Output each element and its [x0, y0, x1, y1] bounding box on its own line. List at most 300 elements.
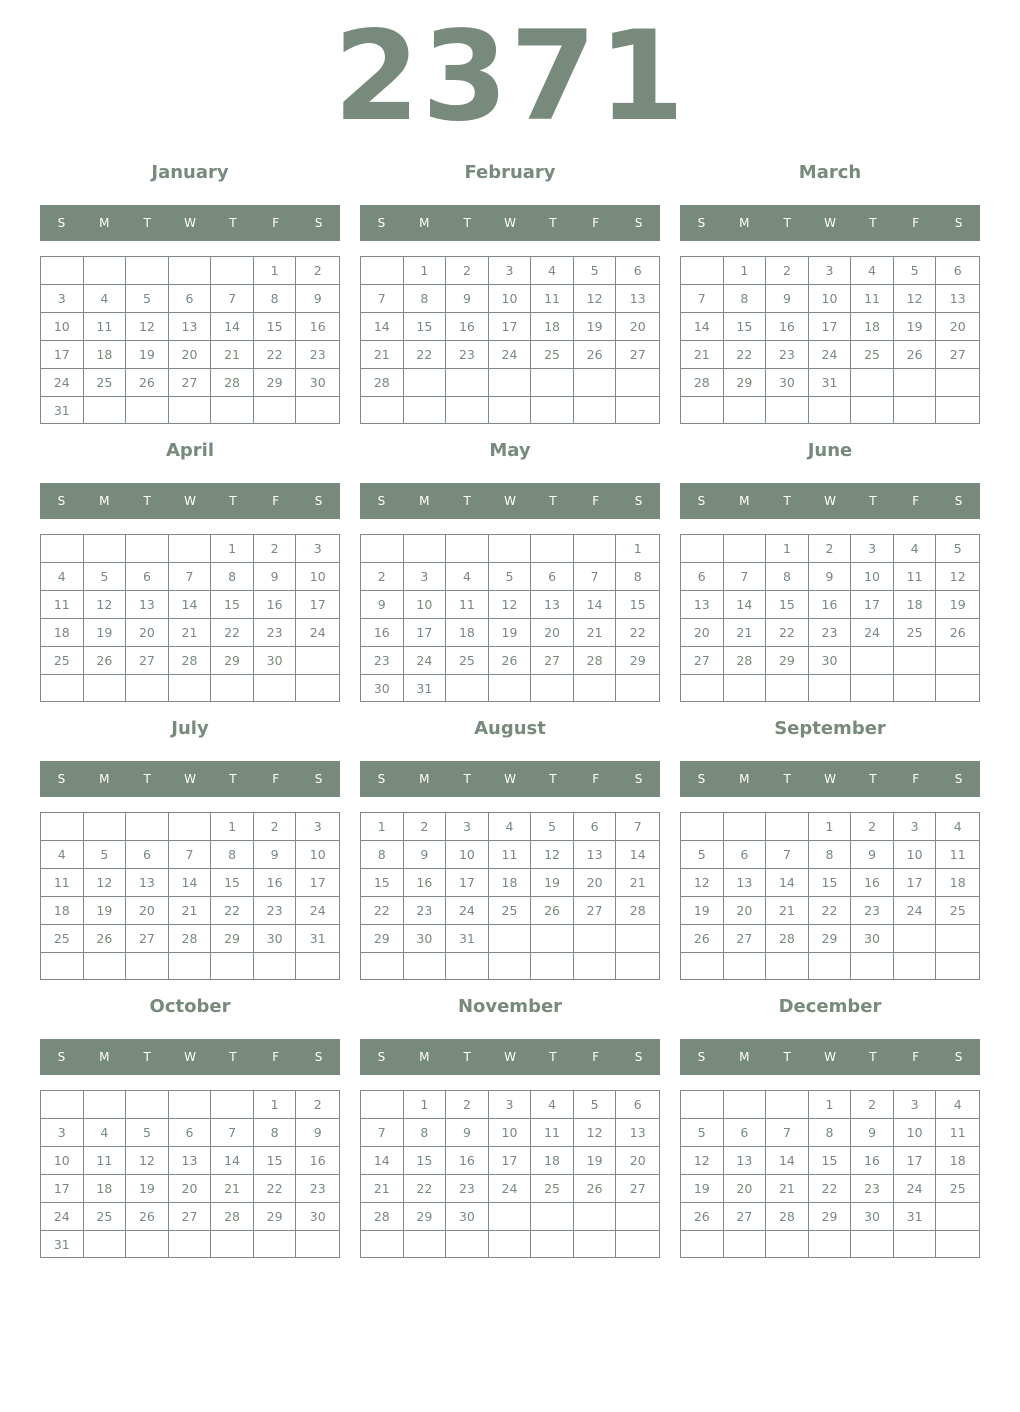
day-cell: 12: [894, 285, 937, 313]
day-cell: 27: [616, 1175, 659, 1203]
day-cell: 17: [894, 1147, 937, 1175]
day-cell: 13: [724, 869, 767, 897]
day-cell: 5: [84, 841, 127, 869]
day-grid: [680, 534, 980, 702]
day-cell: 8: [616, 563, 659, 591]
day-cell: 3: [809, 257, 852, 285]
day-cell: 30: [254, 647, 297, 675]
weekday-label: F: [912, 1050, 920, 1064]
day-cell: 18: [84, 341, 127, 369]
day-cell: 1: [404, 257, 447, 285]
day-cell: 30: [851, 1203, 894, 1231]
weekday-label: S: [634, 1050, 643, 1064]
weekday-label: W: [184, 216, 196, 230]
day-cell: [211, 257, 254, 285]
day-cell: [169, 675, 212, 701]
day-cell: 27: [724, 925, 767, 953]
day-cell: 28: [211, 1203, 254, 1231]
day-cell: [84, 1231, 127, 1258]
day-cell: 20: [616, 313, 659, 341]
day-cell: 4: [531, 1091, 574, 1119]
weekday-label: M: [99, 216, 110, 230]
day-cell: [766, 953, 809, 979]
weekday-label: M: [419, 772, 430, 786]
day-cell: [851, 397, 894, 423]
day-grid: [40, 534, 340, 702]
day-cell: 1: [616, 535, 659, 563]
day-cell: [169, 1231, 212, 1258]
day-cell: 22: [404, 341, 447, 369]
year-title: 2371: [333, 5, 687, 149]
day-cell: 27: [169, 369, 212, 397]
day-cell: 28: [681, 369, 724, 397]
weekday-label: W: [184, 494, 196, 508]
weekday-label: W: [824, 1050, 836, 1064]
weekday-label: M: [99, 1050, 110, 1064]
day-cell: [766, 397, 809, 423]
month-name: August: [474, 718, 546, 739]
day-cell: [574, 369, 617, 397]
day-cell: 18: [41, 619, 84, 647]
day-cell: 20: [574, 869, 617, 897]
day-cell: 18: [936, 869, 979, 897]
month-name: March: [798, 162, 862, 183]
day-cell: 13: [616, 285, 659, 313]
day-cell: 9: [404, 841, 447, 869]
weekday-label: W: [184, 772, 196, 786]
day-cell: [936, 925, 979, 953]
day-cell: 9: [446, 1119, 489, 1147]
day-cell: 10: [41, 313, 84, 341]
day-cell: 3: [894, 813, 937, 841]
day-cell: 10: [851, 563, 894, 591]
day-cell: 6: [616, 257, 659, 285]
month-name: December: [778, 996, 882, 1017]
day-cell: [211, 1231, 254, 1258]
day-cell: 15: [211, 869, 254, 897]
day-cell: 17: [851, 591, 894, 619]
day-cell: 13: [574, 841, 617, 869]
day-cell: 4: [936, 1091, 979, 1119]
weekday-label: T: [143, 1050, 151, 1064]
weekday-header: [360, 483, 660, 519]
day-cell: 12: [681, 869, 724, 897]
day-cell: [169, 397, 212, 424]
day-cell: 22: [404, 1175, 447, 1203]
day-cell: 14: [766, 869, 809, 897]
day-cell: 1: [809, 813, 852, 841]
day-cell: 18: [851, 313, 894, 341]
day-cell: [936, 369, 979, 397]
day-cell: 6: [724, 841, 767, 869]
day-cell: [404, 535, 447, 563]
day-cell: [851, 953, 894, 979]
month-december: [680, 994, 980, 1264]
day-cell: 16: [446, 313, 489, 341]
day-cell: 12: [681, 1147, 724, 1175]
day-cell: [681, 1091, 724, 1119]
day-cell: [489, 925, 532, 953]
day-cell: 21: [169, 897, 212, 925]
day-cell: [254, 953, 297, 979]
day-cell: 17: [894, 869, 937, 897]
day-cell: 4: [531, 257, 574, 285]
weekday-label: F: [912, 494, 920, 508]
day-cell: 19: [894, 313, 937, 341]
month-name: September: [774, 718, 886, 739]
weekday-label: T: [463, 494, 471, 508]
day-cell: 31: [894, 1203, 937, 1231]
day-cell: [616, 1231, 659, 1257]
day-cell: [681, 953, 724, 979]
weekday-header: [40, 1039, 340, 1075]
day-cell: [126, 953, 169, 979]
weekday-label: T: [143, 772, 151, 786]
day-cell: [809, 675, 852, 701]
day-cell: 27: [531, 647, 574, 675]
weekday-label: W: [504, 772, 516, 786]
day-cell: 30: [404, 925, 447, 953]
day-cell: [211, 953, 254, 979]
day-cell: [936, 953, 979, 979]
day-cell: 16: [446, 1147, 489, 1175]
day-cell: 8: [254, 1119, 297, 1147]
day-cell: 2: [851, 1091, 894, 1119]
day-cell: [724, 535, 767, 563]
day-cell: 2: [296, 257, 339, 285]
day-cell: [361, 1231, 404, 1257]
day-cell: 24: [446, 897, 489, 925]
day-cell: [489, 535, 532, 563]
day-cell: 7: [681, 285, 724, 313]
day-cell: [851, 369, 894, 397]
day-cell: 7: [616, 813, 659, 841]
month-november: [360, 994, 660, 1264]
day-cell: 16: [361, 619, 404, 647]
day-cell: 7: [766, 841, 809, 869]
day-cell: 19: [574, 313, 617, 341]
day-cell: 9: [809, 563, 852, 591]
day-cell: 22: [809, 897, 852, 925]
day-cell: [616, 397, 659, 423]
day-cell: [296, 397, 339, 424]
weekday-label: M: [419, 216, 430, 230]
day-cell: [361, 257, 404, 285]
day-cell: [936, 1203, 979, 1231]
day-cell: 30: [446, 1203, 489, 1231]
day-cell: 11: [531, 1119, 574, 1147]
day-cell: [41, 535, 84, 563]
day-cell: [616, 675, 659, 702]
day-cell: 7: [169, 563, 212, 591]
day-cell: [681, 1231, 724, 1257]
day-cell: [296, 953, 339, 979]
day-cell: 4: [84, 285, 127, 313]
day-cell: 19: [681, 1175, 724, 1203]
day-cell: 24: [489, 341, 532, 369]
day-cell: 1: [404, 1091, 447, 1119]
day-cell: 14: [169, 591, 212, 619]
day-cell: 21: [766, 1175, 809, 1203]
day-cell: 30: [296, 1203, 339, 1231]
day-cell: 15: [211, 591, 254, 619]
day-cell: 16: [254, 869, 297, 897]
day-cell: [84, 257, 127, 285]
day-cell: [254, 1231, 297, 1258]
day-cell: 5: [489, 563, 532, 591]
day-cell: 3: [296, 813, 339, 841]
day-cell: [296, 1231, 339, 1258]
day-cell: 8: [809, 1119, 852, 1147]
day-cell: [84, 535, 127, 563]
day-cell: 26: [574, 1175, 617, 1203]
day-cell: 15: [254, 313, 297, 341]
day-cell: 10: [489, 285, 532, 313]
day-cell: 4: [851, 257, 894, 285]
day-cell: [254, 397, 297, 424]
day-cell: 3: [446, 813, 489, 841]
weekday-label: F: [272, 772, 280, 786]
day-cell: [489, 397, 532, 423]
day-cell: [894, 1231, 937, 1257]
day-cell: 1: [766, 535, 809, 563]
day-cell: [574, 397, 617, 423]
day-cell: 1: [724, 257, 767, 285]
day-cell: [404, 397, 447, 423]
weekday-label: S: [954, 494, 963, 508]
day-cell: 14: [211, 1147, 254, 1175]
day-cell: 8: [211, 563, 254, 591]
day-cell: [531, 1203, 574, 1231]
day-cell: 29: [211, 647, 254, 675]
day-cell: [809, 397, 852, 423]
day-cell: [809, 1231, 852, 1257]
day-cell: 21: [361, 341, 404, 369]
day-cell: 1: [211, 813, 254, 841]
day-cell: 7: [211, 1119, 254, 1147]
day-cell: 3: [404, 563, 447, 591]
day-cell: 15: [616, 591, 659, 619]
day-cell: [724, 813, 767, 841]
day-cell: 15: [809, 869, 852, 897]
day-cell: 20: [169, 1175, 212, 1203]
day-cell: 13: [126, 869, 169, 897]
day-cell: [446, 369, 489, 397]
day-cell: 15: [361, 869, 404, 897]
day-cell: 29: [361, 925, 404, 953]
day-cell: 20: [681, 619, 724, 647]
day-cell: 31: [41, 1231, 84, 1258]
day-cell: [616, 369, 659, 397]
day-cell: 8: [211, 841, 254, 869]
day-cell: 29: [211, 925, 254, 953]
day-cell: 17: [809, 313, 852, 341]
day-cell: 1: [254, 257, 297, 285]
weekday-label: M: [99, 494, 110, 508]
day-cell: 25: [531, 1175, 574, 1203]
day-cell: 31: [296, 925, 339, 953]
day-cell: 4: [894, 535, 937, 563]
day-cell: 8: [404, 1119, 447, 1147]
day-cell: 22: [616, 619, 659, 647]
month-june: [680, 438, 980, 708]
day-cell: 17: [446, 869, 489, 897]
day-cell: 5: [126, 1119, 169, 1147]
day-cell: 19: [126, 341, 169, 369]
day-grid: [360, 1090, 660, 1258]
day-cell: 2: [296, 1091, 339, 1119]
day-cell: [446, 535, 489, 563]
weekday-label: S: [634, 216, 643, 230]
day-cell: 12: [84, 869, 127, 897]
day-cell: [169, 257, 212, 285]
day-cell: 5: [681, 841, 724, 869]
day-cell: [126, 535, 169, 563]
weekday-label: M: [419, 494, 430, 508]
day-cell: [169, 813, 212, 841]
weekday-header: [680, 483, 980, 519]
day-cell: 20: [936, 313, 979, 341]
weekday-label: T: [229, 216, 237, 230]
day-grid: [680, 256, 980, 424]
weekday-label: S: [954, 772, 963, 786]
day-cell: 20: [169, 341, 212, 369]
weekday-label: S: [954, 216, 963, 230]
day-cell: 20: [724, 1175, 767, 1203]
day-cell: 13: [169, 313, 212, 341]
day-cell: [894, 369, 937, 397]
day-cell: [84, 1091, 127, 1119]
day-cell: 22: [254, 1175, 297, 1203]
day-cell: 5: [531, 813, 574, 841]
day-cell: [404, 369, 447, 397]
day-cell: 9: [851, 841, 894, 869]
day-cell: 13: [681, 591, 724, 619]
day-cell: 18: [936, 1147, 979, 1175]
weekday-label: T: [783, 772, 791, 786]
day-cell: 12: [531, 841, 574, 869]
day-cell: 25: [531, 341, 574, 369]
day-cell: 23: [296, 1175, 339, 1203]
day-cell: 9: [296, 285, 339, 313]
weekday-header: [680, 1039, 980, 1075]
day-cell: [361, 1091, 404, 1119]
day-cell: [446, 953, 489, 979]
day-cell: 27: [681, 647, 724, 675]
weekday-label: S: [57, 772, 66, 786]
day-cell: 22: [361, 897, 404, 925]
day-cell: 10: [894, 1119, 937, 1147]
day-cell: 5: [84, 563, 127, 591]
day-cell: 7: [574, 563, 617, 591]
day-cell: [446, 675, 489, 702]
day-cell: [681, 535, 724, 563]
day-cell: 27: [169, 1203, 212, 1231]
day-cell: 29: [724, 369, 767, 397]
day-cell: 7: [361, 1119, 404, 1147]
day-cell: 13: [126, 591, 169, 619]
day-cell: 20: [724, 897, 767, 925]
day-cell: 11: [936, 841, 979, 869]
day-cell: 26: [681, 925, 724, 953]
day-cell: 11: [531, 285, 574, 313]
day-cell: 24: [894, 897, 937, 925]
day-cell: 15: [404, 313, 447, 341]
day-cell: 27: [936, 341, 979, 369]
day-cell: 19: [936, 591, 979, 619]
day-cell: 20: [126, 897, 169, 925]
day-cell: [169, 535, 212, 563]
day-cell: 25: [84, 369, 127, 397]
day-cell: 3: [894, 1091, 937, 1119]
day-cell: [851, 1231, 894, 1257]
day-cell: 3: [41, 1119, 84, 1147]
month-name: October: [149, 996, 231, 1017]
day-cell: 10: [809, 285, 852, 313]
weekday-label: F: [592, 772, 600, 786]
weekday-label: W: [824, 772, 836, 786]
day-cell: 16: [809, 591, 852, 619]
day-cell: 11: [894, 563, 937, 591]
day-cell: [809, 953, 852, 979]
day-cell: [574, 953, 617, 979]
day-cell: 18: [446, 619, 489, 647]
day-cell: 5: [574, 257, 617, 285]
day-grid: [360, 256, 660, 424]
day-cell: [361, 953, 404, 979]
day-cell: [531, 925, 574, 953]
day-cell: [254, 675, 297, 701]
day-cell: 29: [809, 925, 852, 953]
day-cell: [766, 1231, 809, 1257]
day-cell: 26: [574, 341, 617, 369]
day-cell: [211, 675, 254, 701]
day-grid: [40, 1090, 340, 1258]
day-cell: 18: [84, 1175, 127, 1203]
day-cell: 6: [936, 257, 979, 285]
weekday-label: S: [377, 1050, 386, 1064]
day-cell: 23: [404, 897, 447, 925]
day-cell: 22: [211, 897, 254, 925]
day-cell: [616, 925, 659, 953]
day-cell: 23: [254, 619, 297, 647]
weekday-header: [40, 761, 340, 797]
day-cell: 21: [574, 619, 617, 647]
day-cell: 1: [211, 535, 254, 563]
day-cell: 14: [766, 1147, 809, 1175]
day-cell: 18: [531, 1147, 574, 1175]
day-cell: 27: [574, 897, 617, 925]
day-cell: 15: [766, 591, 809, 619]
day-cell: 9: [361, 591, 404, 619]
day-cell: 25: [936, 897, 979, 925]
day-cell: 25: [41, 647, 84, 675]
day-cell: [41, 813, 84, 841]
day-cell: 9: [446, 285, 489, 313]
weekday-label: W: [824, 216, 836, 230]
weekday-label: S: [377, 494, 386, 508]
day-cell: 4: [936, 813, 979, 841]
day-cell: 10: [296, 563, 339, 591]
day-cell: 27: [126, 925, 169, 953]
day-cell: 12: [84, 591, 127, 619]
month-february: [360, 160, 660, 430]
day-cell: 9: [296, 1119, 339, 1147]
day-cell: 25: [851, 341, 894, 369]
day-cell: [724, 397, 767, 423]
weekday-label: T: [783, 494, 791, 508]
day-cell: 11: [84, 1147, 127, 1175]
